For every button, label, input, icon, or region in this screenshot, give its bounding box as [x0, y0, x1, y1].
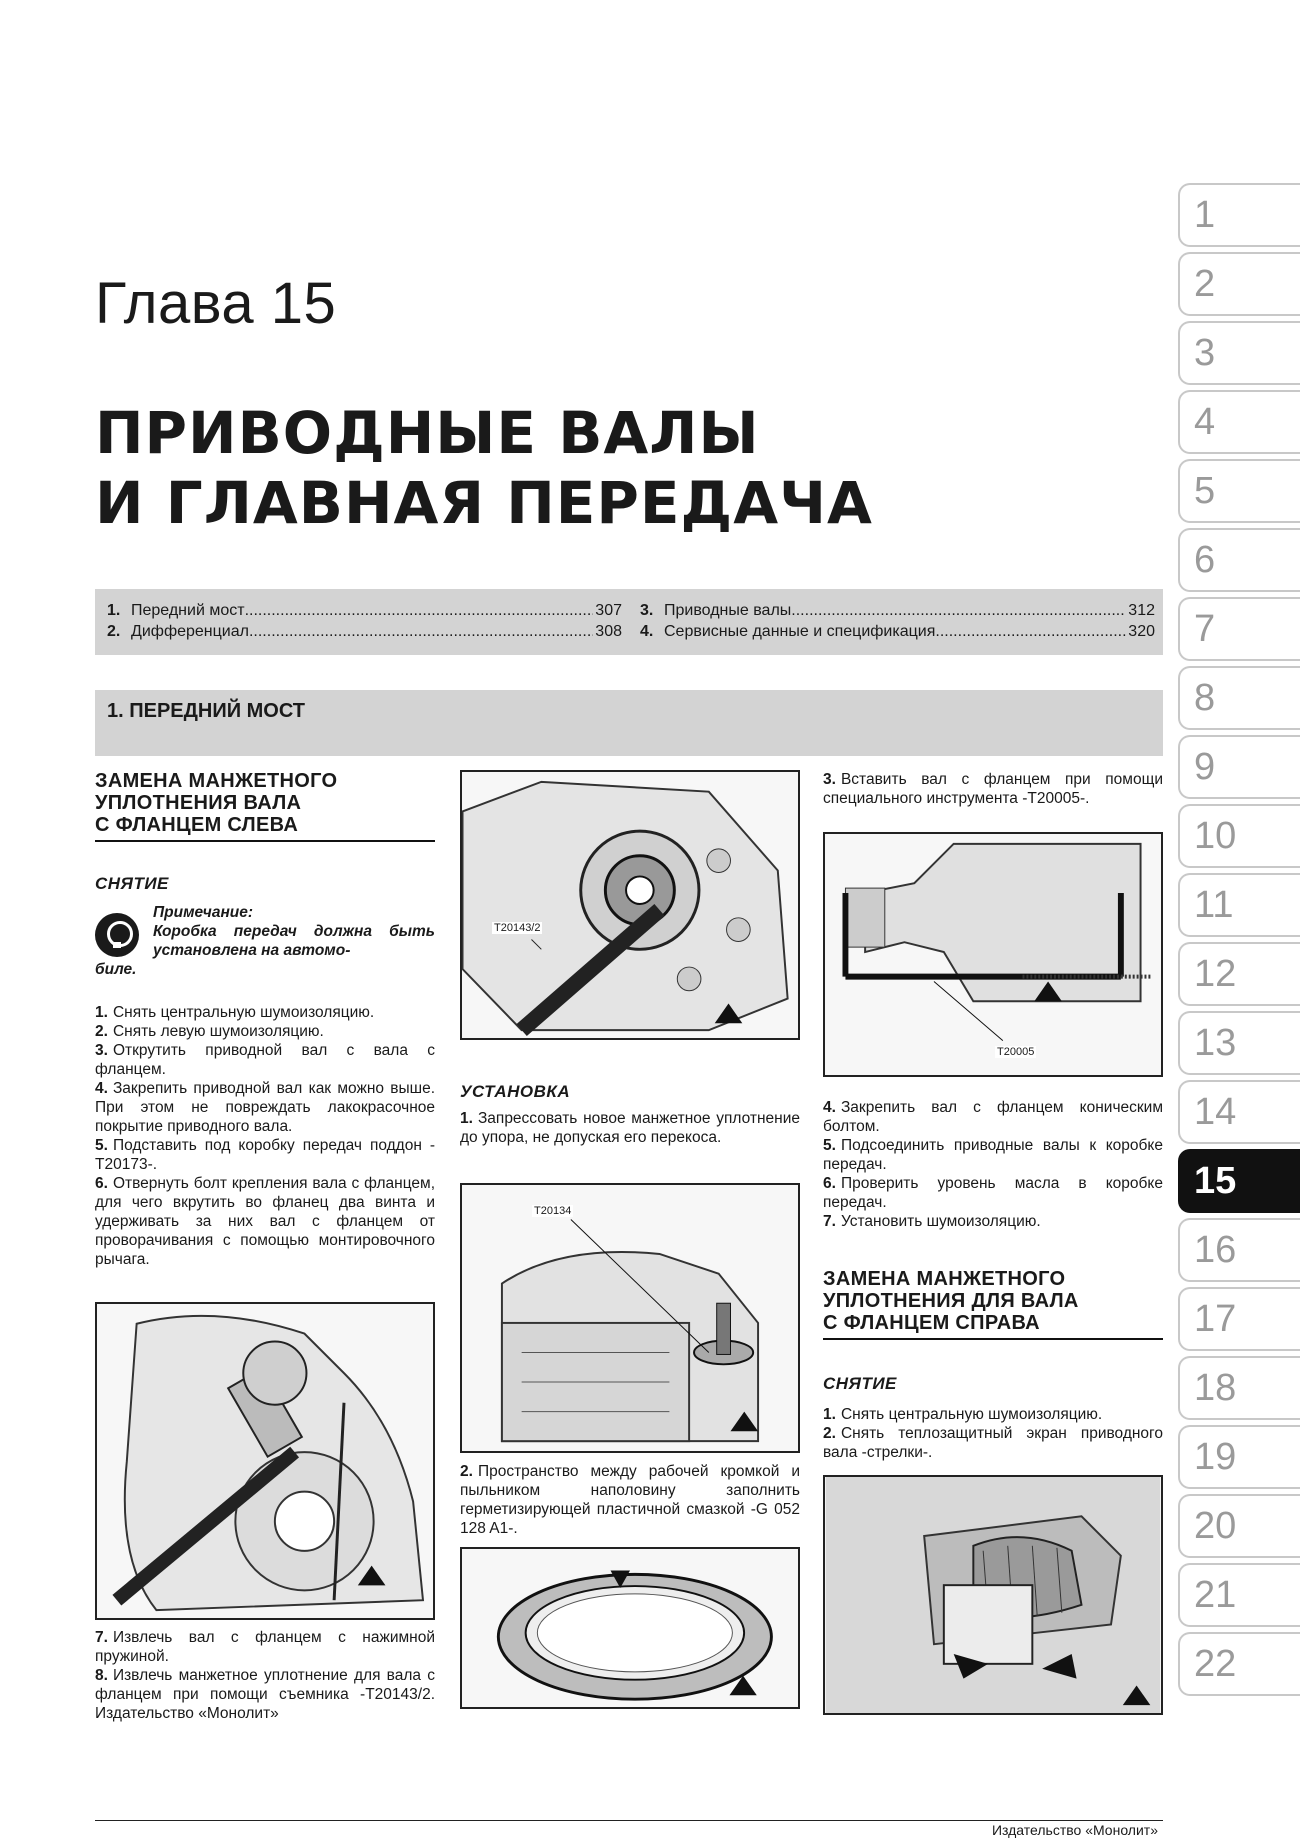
press-tool-illustration [462, 1185, 798, 1451]
list-item [823, 1136, 1163, 1174]
toc-label: Передний мост [131, 602, 245, 619]
left-heading-line: УПЛОТНЕНИЯ ВАЛА [95, 792, 302, 814]
figure-middle-top [460, 770, 800, 1040]
chapter-tab[interactable]: 13 [1178, 1011, 1300, 1075]
chapter-tab[interactable]: 16 [1178, 1218, 1300, 1282]
list-item [95, 1174, 435, 1269]
chapter-tab[interactable]: 10 [1178, 804, 1300, 868]
left-steps [95, 1003, 435, 1269]
figure-label: T20005 [997, 1046, 1035, 1058]
installation-block [460, 1082, 800, 1147]
chapter-tab[interactable]: 17 [1178, 1287, 1300, 1351]
left-heading-line: ЗАМЕНА МАНЖЕТНОГО [95, 770, 338, 792]
toc-item[interactable] [640, 622, 1155, 642]
right-heading-line: С ФЛАНЦЕМ СПРАВА [823, 1312, 1040, 1334]
figure-label: T20134 [534, 1205, 572, 1217]
list-item [95, 1003, 435, 1022]
list-item [823, 1098, 1163, 1136]
ratchet-illustration [97, 1304, 433, 1618]
list-item [95, 1041, 435, 1079]
step-number: 5. [823, 1137, 836, 1154]
chapter-tab[interactable]: 9 [1178, 735, 1300, 799]
list-item [95, 1136, 435, 1174]
figure-middle-seal [460, 1547, 800, 1709]
chapter-tab[interactable]: 2 [1178, 252, 1300, 316]
toc-item[interactable] [640, 601, 1155, 621]
right-steps-mid [823, 1098, 1163, 1231]
step-text: Снять левую шумоизоляцию. [112, 1023, 324, 1040]
step-text: Закрепить приводной вал как можно выше. При этом не повреждать лакокрасочное покрытие приводного вала. [95, 1080, 435, 1135]
toc-num: 3. [640, 602, 654, 619]
step-number: 8. [95, 1667, 108, 1684]
right-heading [823, 1268, 1163, 1340]
step-number: 6. [823, 1175, 836, 1192]
step-number: 2. [95, 1023, 108, 1040]
toc-page: 312 [1128, 602, 1155, 619]
step-text: Извлечь вал с фланцем с нажимной пружиной. [95, 1629, 435, 1665]
step-number: 7. [95, 1629, 108, 1646]
list-item [823, 1424, 1163, 1462]
step-text: Снять центральную шумоизоляцию. [112, 1004, 375, 1021]
left-heading-line: С ФЛАНЦЕМ СЛЕВА [95, 814, 299, 836]
chapter-tab[interactable]: 22 [1178, 1632, 1300, 1696]
toc-leader [249, 622, 593, 642]
toc-leader [935, 622, 1126, 642]
footer-publisher: Издательство «Монолит» [991, 1822, 1158, 1838]
step-text: Подсоединить приводные валы к коробке передач. [823, 1137, 1163, 1173]
note-title: Примечание: [153, 904, 254, 921]
step-text: Закрепить вал с фланцем коническим болтом. [823, 1099, 1163, 1135]
chapter-tab[interactable]: 5 [1178, 459, 1300, 523]
table-of-contents [95, 589, 1163, 655]
step-text: Проверить уровень масла в коробке передач. [823, 1175, 1163, 1211]
toc-label: Дифференциал [131, 623, 249, 640]
right-steps-top [823, 770, 1163, 808]
figure-middle-press [460, 1183, 800, 1453]
chapter-tab[interactable]: 11 [1178, 873, 1300, 937]
list-item [95, 1628, 435, 1666]
toc-item[interactable] [107, 622, 622, 642]
chapter-title-line1: ПРИВОДНЫЕ ВАЛЫ [95, 399, 760, 467]
toc-page: 320 [1128, 623, 1155, 640]
step-text: Подставить под коробку передач поддон -T20173-. [95, 1137, 435, 1173]
step-number: 1. [95, 1004, 108, 1021]
section-heading: 1. ПЕРЕДНИЙ МОСТ [95, 690, 1163, 756]
step-number: 2. [823, 1425, 836, 1442]
list-item [95, 1022, 435, 1041]
toc-num: 2. [107, 623, 121, 640]
step-number: 2. [460, 1463, 473, 1480]
step-number: 3. [95, 1042, 108, 1059]
chapter-tab[interactable]: 21 [1178, 1563, 1300, 1627]
step-number: 4. [823, 1099, 836, 1116]
step-text: Вставить вал с фланцем при помощи специального инструмента -T20005-. [823, 771, 1163, 807]
step-number: 6. [95, 1175, 108, 1192]
chapter-tab[interactable]: 3 [1178, 321, 1300, 385]
step-number: 1. [460, 1110, 473, 1127]
step-text: Открутить приводной вал с вала с фланцем. [95, 1042, 435, 1078]
toc-num: 4. [640, 623, 654, 640]
footer-divider [95, 1820, 1163, 1821]
toc-item[interactable] [107, 601, 622, 621]
note [95, 903, 435, 979]
toc-leader [791, 601, 1126, 621]
list-item [460, 1462, 800, 1538]
figure-right-tool [823, 832, 1163, 1077]
chapter-tab[interactable]: 15 [1178, 1149, 1300, 1213]
step-number: 3. [823, 771, 836, 788]
step-text: Запрессовать новое манжетное уплотнение до упора, не допуская его перекоса. [460, 1110, 800, 1146]
list-item [823, 1405, 1163, 1424]
figure-left-ratchet [95, 1302, 435, 1620]
step-number: 5. [95, 1137, 108, 1154]
step-text: Снять центральную шумоизоляцию. [840, 1406, 1103, 1423]
step-text: Установить шумоизоляцию. [840, 1213, 1041, 1230]
chapter-title-line2: И ГЛАВНАЯ ПЕРЕДАЧА [95, 469, 873, 537]
chapter-tab[interactable]: 14 [1178, 1080, 1300, 1144]
left-heading [95, 770, 435, 842]
installation-heading: УСТАНОВКА [460, 1082, 571, 1101]
left-steps-after [95, 1628, 435, 1723]
chapter-tab[interactable]: 18 [1178, 1356, 1300, 1420]
list-item [95, 1666, 435, 1723]
toc-num: 1. [107, 602, 121, 619]
chapter-tab[interactable]: 4 [1178, 390, 1300, 454]
chapter-tab[interactable]: 20 [1178, 1494, 1300, 1558]
removal-heading: СНЯТИЕ [95, 874, 169, 893]
chapter-tab[interactable]: 7 [1178, 597, 1300, 661]
chapter-title [95, 398, 873, 538]
step-number: 4. [95, 1080, 108, 1097]
step-number: 7. [823, 1213, 836, 1230]
seal-illustration [462, 1549, 798, 1707]
chapter-tab[interactable]: 12 [1178, 942, 1300, 1006]
toc-page: 307 [595, 602, 622, 619]
housing-puller-illustration [462, 772, 798, 1038]
chapter-tab[interactable]: 19 [1178, 1425, 1300, 1489]
toc-page: 308 [595, 623, 622, 640]
toc-label: Сервисные данные и спецификация [664, 623, 936, 640]
chapter-label: Глава 15 [95, 271, 337, 336]
left-column [95, 770, 435, 893]
toc-leader [245, 601, 594, 621]
toc-label: Приводные валы [664, 602, 792, 619]
list-item [823, 1212, 1163, 1231]
step-text: Пространство между рабочей кромкой и пыльником наполовину заполнить герметизирующей пластичной смазкой -G 052 128 A1-. [460, 1463, 800, 1537]
list-item [823, 770, 1163, 808]
figure-label: T20143/2 [494, 922, 541, 934]
right-subsection [823, 1268, 1163, 1393]
step-text: Отвернуть болт крепления вала с фланцем, для чего вкрутить во фланец два винта и удерживать за них вал с фланцем от проворачивания с помощью монтировочного рычага. [95, 1175, 435, 1268]
list-item [95, 1079, 435, 1136]
chapter-tab[interactable]: 8 [1178, 666, 1300, 730]
list-item [823, 1174, 1163, 1212]
installer-tool-illustration [825, 834, 1161, 1075]
chapter-tab[interactable]: 6 [1178, 528, 1300, 592]
right-heading-line: УПЛОТНЕНИЯ ДЛЯ ВАЛА [823, 1290, 1079, 1312]
heat-shield-illustration [825, 1477, 1161, 1713]
note-text: Коробка передач должна быть установлена на автомо- [153, 923, 435, 959]
list-item [460, 1109, 800, 1147]
right-steps-bottom [823, 1405, 1163, 1462]
right-heading-line: ЗАМЕНА МАНЖЕТНОГО [823, 1268, 1066, 1290]
step-text: Извлечь манжетное уплотнение для вала с фланцем при помощи съемника -T20143/2. Издательство «Монолит» [95, 1667, 435, 1722]
step-text: Снять теплозащитный экран приводного вала -стрелки-. [823, 1425, 1163, 1461]
removal-heading: СНЯТИЕ [823, 1374, 897, 1393]
step-number: 1. [823, 1406, 836, 1423]
note-text-end: биле. [95, 961, 137, 978]
figure-right-shield [823, 1475, 1163, 1715]
chapter-tab[interactable]: 1 [1178, 183, 1300, 247]
